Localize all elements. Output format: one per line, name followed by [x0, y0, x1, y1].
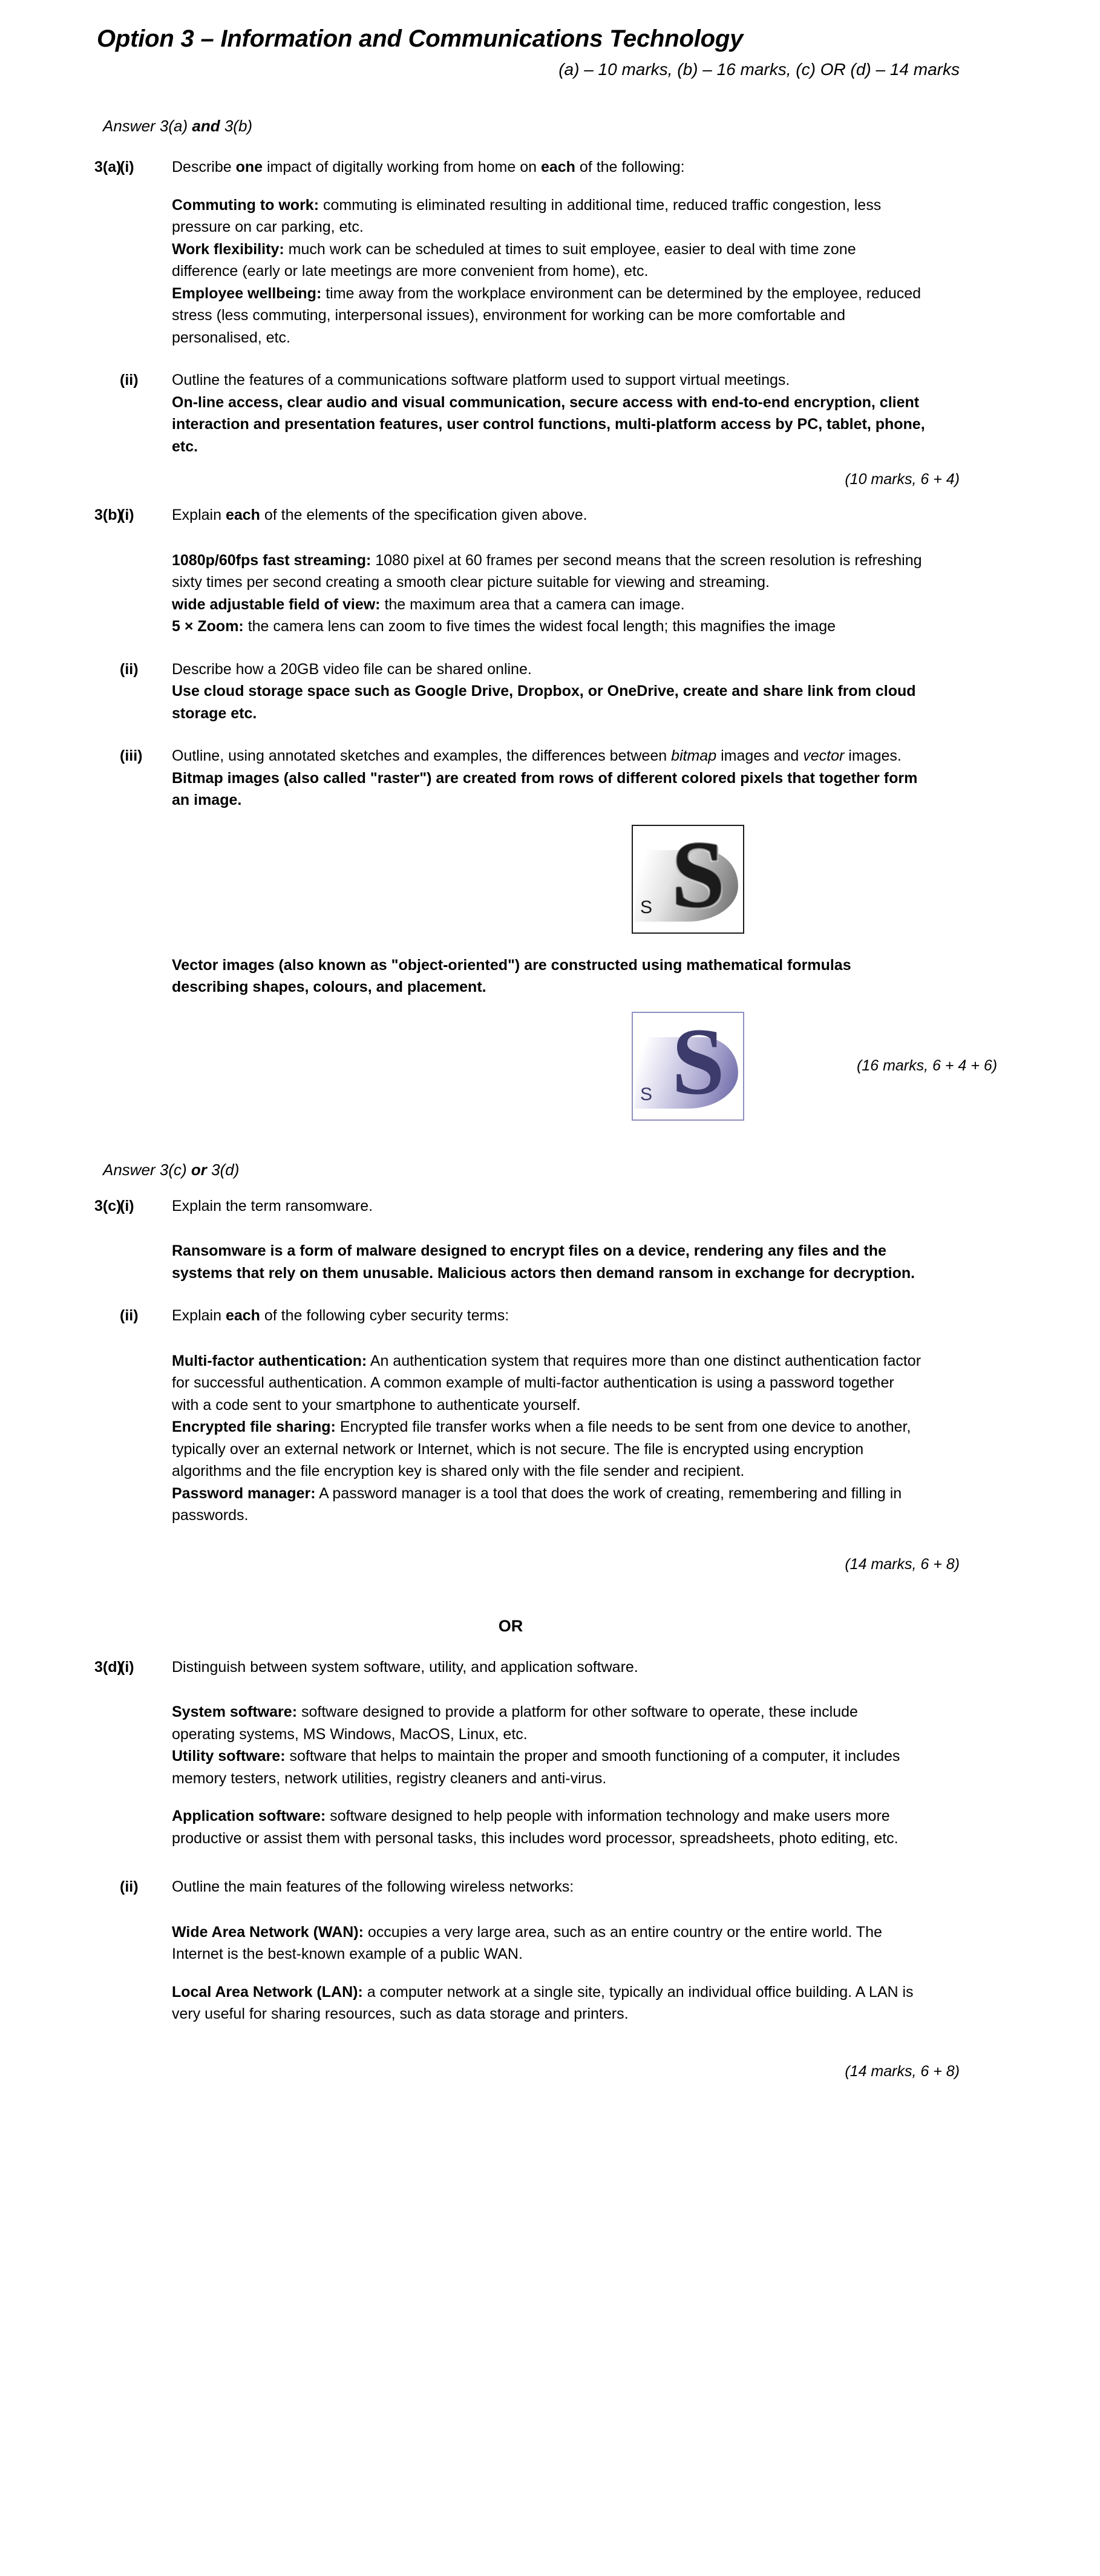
- prompt-3b-i: [172, 504, 925, 526]
- answer-text: Use cloud storage space such as Google Drive, Dropbox, or OneDrive, create and share link from cloud storage etc.: [172, 683, 916, 722]
- answer-heading-ab-prefix: Answer 3(a): [103, 117, 192, 135]
- bitmap-small-letter-s-label: S: [640, 897, 653, 917]
- answer-text: the maximum area that a camera can image.: [380, 595, 685, 613]
- prompt-3c-i: Explain the term ransomware.: [172, 1197, 373, 1214]
- question-text-3b-i: [172, 504, 925, 638]
- answer-text: software designed to help people with information technology and make users more productive or assist them with personal tasks, this includes word processor, spreadsheets, photo editing, etc.: [172, 1807, 899, 1847]
- question-text-3d-i: [172, 1656, 925, 1850]
- answer-text: Encrypted file transfer works when a file needs to be sent from one device to another, typically over an external network or Internet, which is not secure. The file is encrypted using encryption algorithms and the file encryption key is shared only with the file sender and recipient.: [172, 1418, 911, 1480]
- question-3b-i: [73, 504, 1027, 638]
- question-roman-3a-i: (i): [120, 159, 134, 175]
- answer-item: [172, 1416, 925, 1483]
- answer-item: [172, 194, 925, 238]
- answer-text: much work can be scheduled at times to suit employee, easier to deal with time zone difference (early or late meetings are more convenient from home), etc.: [172, 240, 856, 280]
- answer-item: [172, 1981, 925, 2025]
- question-number-3a: 3(a): [94, 159, 122, 175]
- question-3a-i: [73, 156, 1027, 349]
- marks-summary: (a) – 10 marks, (b) – 16 marks, (c) OR (d) – 14 marks: [558, 60, 960, 79]
- answer-item: [172, 1701, 925, 1745]
- answer-text: Bitmap images (also called "raster") are created from rows of different colored pixels that together form an image.: [172, 769, 918, 808]
- bitmap-letter-s-glyph: S: [672, 824, 725, 928]
- answer-term: Commuting to work:: [172, 196, 319, 214]
- answer-term: Multi-factor authentication:: [172, 1352, 367, 1369]
- answer-term: System software:: [172, 1703, 298, 1720]
- question-text-3b-ii: [172, 658, 925, 725]
- prompt-3c-ii-bold: each: [225, 1307, 260, 1324]
- answer-term: Wide Area Network (WAN):: [172, 1923, 364, 1941]
- answer-item: [172, 283, 925, 349]
- prompt-3a-i: [172, 156, 925, 179]
- question-3d-i: [73, 1656, 1027, 1850]
- question-text-3a-ii: [172, 369, 925, 457]
- question-number-3c: 3(c): [94, 1197, 122, 1214]
- prompt-3b-ii: Describe how a 20GB video file can be shared online.: [172, 660, 532, 678]
- answer-item: [172, 615, 925, 638]
- prompt-3a-i-bold1: one: [235, 159, 263, 175]
- answer-heading-ab-suffix: 3(b): [220, 117, 253, 135]
- answer-text: software designed to provide a platform for other software to operate, these include operating systems, MS Windows, MacOS, Linux, etc.: [172, 1703, 858, 1743]
- prompt-3b-iii-italic2: vector: [803, 747, 845, 764]
- prompt-3c-ii: [172, 1305, 925, 1327]
- question-3b-ii: [73, 658, 1027, 725]
- prompt-3c-ii-part2: of the following cyber security terms:: [260, 1307, 509, 1324]
- page-title: Option 3 – Information and Communications Technology: [97, 25, 744, 52]
- answer-text: Vector images (also known as "object-oriented") are constructed using mathematical formulas describing shapes, colours, and placement.: [172, 956, 851, 995]
- question-3d-ii: [73, 1876, 1027, 2025]
- answer-heading-cd: [103, 1161, 1027, 1179]
- question-text-3b-iii: [172, 745, 925, 811]
- answer-heading-cd-prefix: Answer 3(c): [103, 1160, 191, 1179]
- answer-text: Ransomware is a form of malware designed to encrypt files on a device, rendering any files and the systems that rely on them unusable. Malicious actors then demand ransom in exchange for decryption.: [172, 1242, 915, 1282]
- answer-text: commuting is eliminated resulting in additional time, reduced traffic congestion, less pressure on car parking, etc.: [172, 196, 882, 235]
- prompt-3c-ii-part1: Explain: [172, 1307, 226, 1324]
- answer-text: On-line access, clear audio and visual communication, secure access with end-to-end encryption, client interaction and presentation features, user control functions, multi-platform access by PC, tablet, phone, etc.: [172, 393, 925, 455]
- prompt-3a-i-part1: Describe: [172, 159, 236, 175]
- answer-text: A password manager is a tool that does the work of creating, remembering and filling in passwords.: [172, 1484, 902, 1524]
- prompt-3d-ii: Outline the main features of the following wireless networks:: [172, 1878, 574, 1895]
- marks-3c: (14 marks, 6 + 8): [845, 1555, 960, 1573]
- answer-3c-i: [172, 1240, 925, 1284]
- prompt-3b-iii-part3: images.: [844, 747, 902, 764]
- answer-item: [172, 1745, 925, 1789]
- answer-bitmap: [172, 767, 925, 811]
- answer-text: 1080 pixel at 60 frames per second means that the screen resolution is refreshing sixty times per second creating a smooth clear picture suitable for viewing and streaming.: [172, 551, 922, 591]
- answer-item: [172, 238, 925, 283]
- answer-term: 1080p/60fps fast streaming:: [172, 551, 372, 569]
- question-roman-3b-i: (i): [120, 506, 134, 523]
- question-number-3d: 3(d): [94, 1658, 122, 1676]
- question-roman-3c-i: (i): [120, 1197, 134, 1214]
- answer-term: Local Area Network (LAN):: [172, 1983, 363, 2001]
- answer-item: [172, 1921, 925, 1965]
- question-3c-ii: [73, 1305, 1027, 1527]
- question-roman-3d-i: (i): [120, 1658, 134, 1676]
- prompt-3a-i-part3: of the following:: [575, 159, 685, 175]
- answer-item: [172, 594, 925, 616]
- answer-term: Employee wellbeing:: [172, 284, 322, 302]
- answer-text: An authentication system that requires more than one distinct authentication factor for successful authentication. A common example of multi-factor authentication is using a password together with a code sent to your smartphone to authenticate yourself.: [172, 1352, 922, 1414]
- answer-text: time away from the workplace environment can be determined by the employee, reduced stress (less commuting, interpersonal issues), environment for working can be more comfortable and personalised, etc.: [172, 284, 922, 346]
- answer-text: occupies a very large area, such as an entire country or the entire world. The Internet is the best-known example of a public WAN.: [172, 1923, 882, 1962]
- prompt-3b-iii: [172, 745, 925, 767]
- question-roman-3b-ii: (ii): [120, 660, 139, 678]
- vector-small-letter-s-label: S: [640, 1084, 653, 1104]
- question-text-3c-ii: [172, 1305, 925, 1527]
- answer-term: Application software:: [172, 1807, 326, 1824]
- question-number-3b: 3(b): [94, 506, 122, 523]
- answer-3a-ii: [172, 392, 925, 458]
- answer-vector: [172, 954, 925, 998]
- question-3c-i: [73, 1195, 1027, 1285]
- marks-3b: (16 marks, 6 + 4 + 6): [857, 1057, 998, 1074]
- answer-term: wide adjustable field of view:: [172, 595, 381, 613]
- answer-text: the camera lens can zoom to five times the widest focal length; this magnifies the image: [243, 618, 836, 635]
- answer-heading-ab: [103, 117, 1027, 136]
- answer-term: 5 × Zoom:: [172, 618, 244, 635]
- bitmap-image-figure: [632, 825, 744, 934]
- prompt-3d-i: Distinguish between system software, utility, and application software.: [172, 1658, 638, 1676]
- answer-item: [172, 1483, 925, 1527]
- prompt-3b-iii-italic1: bitmap: [671, 747, 717, 764]
- answer-text: software that helps to maintain the proper and smooth functioning of a computer, it includes memory testers, network utilities, registry cleaners and anti-virus.: [172, 1748, 900, 1787]
- question-roman-3d-ii: (ii): [120, 1878, 139, 1895]
- question-text-3c-i: [172, 1195, 925, 1285]
- question-3b-iii: [73, 745, 1027, 811]
- question-text-3d-ii: [172, 1876, 925, 2025]
- prompt-3a-ii: Outline the features of a communications software platform used to support virtual meetings.: [172, 372, 790, 388]
- answer-3b-ii: [172, 680, 925, 724]
- marks-3a: (10 marks, 6 + 4): [845, 471, 960, 488]
- answer-item: [172, 1350, 925, 1417]
- answer-heading-cd-suffix: 3(d): [206, 1160, 240, 1179]
- prompt-3b-iii-part1: Outline, using annotated sketches and examples, the differences between: [172, 747, 672, 764]
- answer-text: a computer network at a single site, typically an individual office building. A LAN is very useful for sharing resources, such as data storage and printers.: [172, 1983, 914, 2022]
- answer-vector-block: [172, 954, 925, 998]
- answer-heading-ab-conjunction: and: [192, 117, 220, 135]
- vector-image-figure: [632, 1012, 744, 1121]
- answer-item: [172, 1805, 925, 1849]
- question-roman-3a-ii: (ii): [120, 372, 139, 388]
- prompt-3b-iii-part2: images and: [716, 747, 804, 764]
- answer-term: Encrypted file sharing:: [172, 1418, 336, 1435]
- vector-figure-row: [632, 1012, 1027, 1121]
- prompt-3a-i-part2: impact of digitally working from home on: [263, 159, 541, 175]
- answer-item: [172, 549, 925, 594]
- answer-term: Password manager:: [172, 1484, 316, 1502]
- question-roman-3b-iii: (iii): [120, 747, 143, 764]
- prompt-3b-i-bold: each: [225, 506, 260, 523]
- bitmap-figure-row: [632, 825, 1027, 934]
- or-divider: OR: [498, 1616, 523, 1635]
- answer-heading-cd-conjunction: or: [191, 1160, 207, 1179]
- question-roman-3c-ii: (ii): [120, 1307, 139, 1324]
- marks-3d: (14 marks, 6 + 8): [845, 2062, 960, 2080]
- answer-term: Work flexibility:: [172, 240, 284, 258]
- answer-term: Utility software:: [172, 1748, 286, 1765]
- prompt-3b-i-part1: Explain: [172, 506, 226, 523]
- vector-letter-s-glyph: S: [672, 1011, 725, 1115]
- prompt-3a-i-bold2: each: [540, 159, 575, 175]
- prompt-3b-i-part2: of the elements of the specification given above.: [260, 506, 588, 523]
- question-3a-ii: [73, 369, 1027, 457]
- question-text-3a-i: [172, 156, 925, 349]
